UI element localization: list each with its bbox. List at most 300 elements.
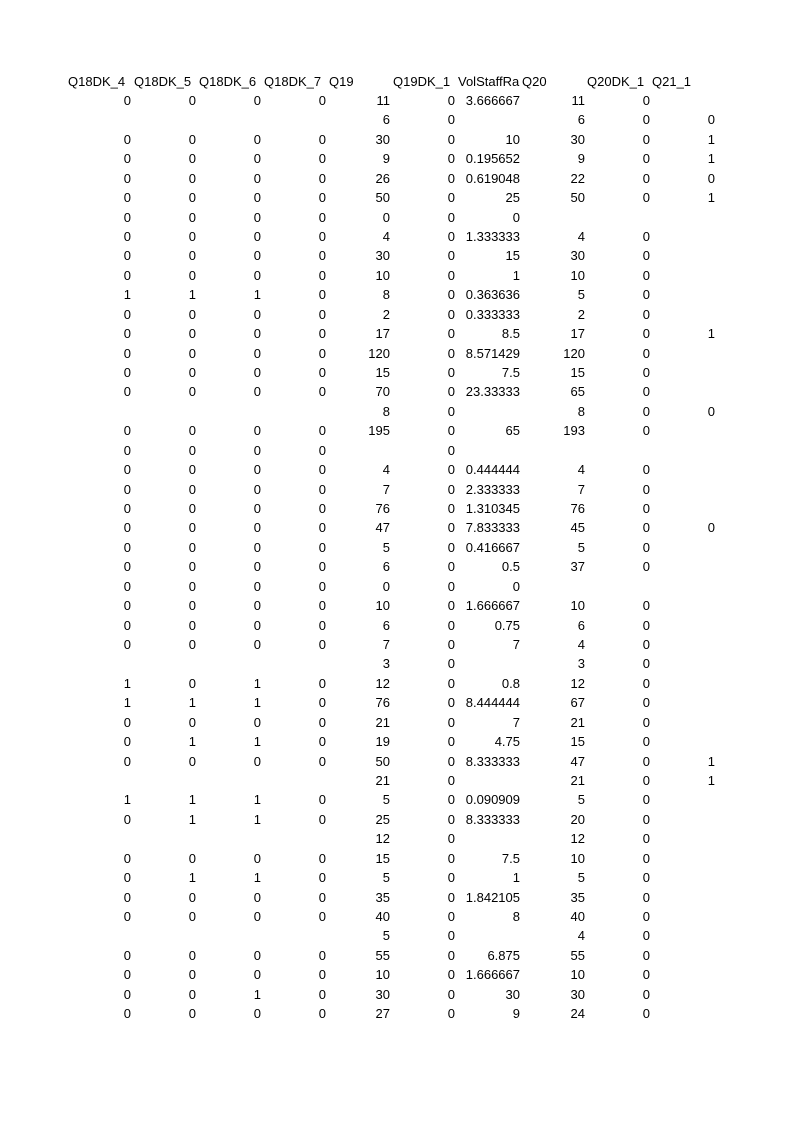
cell-q21-1 bbox=[645, 480, 715, 500]
cell-q20: 21 bbox=[570, 773, 585, 788]
cell-q18dk-6: 0 bbox=[253, 171, 261, 186]
cell-q20dk-1: 0 bbox=[642, 248, 650, 263]
cell-q18dk-4: 0 bbox=[123, 423, 131, 438]
cell-q18dk-6: 0 bbox=[253, 190, 261, 205]
cell-q18dk-6: 0 bbox=[253, 365, 261, 380]
cell-q18dk-4: 0 bbox=[123, 754, 131, 769]
cell-q21-1 bbox=[645, 635, 715, 655]
cell-q20dk-1: 0 bbox=[642, 618, 650, 633]
cell-q18dk-6: 0 bbox=[253, 715, 261, 730]
cell-q20dk-1: 0 bbox=[642, 384, 650, 399]
cell-q18dk-5: 0 bbox=[188, 559, 196, 574]
cell-q18dk-4: 0 bbox=[123, 190, 131, 205]
cell-q19: 5 bbox=[382, 928, 390, 943]
cell-q19dk-1: 0 bbox=[447, 967, 455, 982]
cell-volstaffratio: 7.5 bbox=[501, 851, 520, 866]
cell-q18dk-6: 0 bbox=[253, 501, 261, 516]
cell-q18dk-4: 0 bbox=[123, 890, 131, 905]
cell-q19: 9 bbox=[382, 151, 390, 166]
cell-q20: 65 bbox=[570, 384, 585, 399]
cell-q21-1 bbox=[645, 285, 715, 305]
cell-q20: 12 bbox=[570, 676, 585, 691]
cell-volstaffratio: 8.333333 bbox=[465, 812, 520, 827]
cell-volstaffratio: 65 bbox=[505, 423, 520, 438]
cell-volstaffratio: 10 bbox=[505, 132, 520, 147]
cell-q18dk-7: 0 bbox=[318, 870, 326, 885]
cell-q18dk-4: 0 bbox=[123, 443, 131, 458]
cell-q21-1 bbox=[645, 868, 715, 888]
cell-q20: 55 bbox=[570, 948, 585, 963]
cell-q19dk-1: 0 bbox=[447, 190, 455, 205]
header-q20: Q20 bbox=[522, 74, 547, 89]
cell-q19dk-1: 0 bbox=[447, 365, 455, 380]
cell-q19dk-1: 0 bbox=[447, 287, 455, 302]
cell-q20: 22 bbox=[570, 171, 585, 186]
cell-q21-1 bbox=[645, 907, 715, 927]
cell-q18dk-7: 0 bbox=[318, 987, 326, 1002]
cell-q18dk-4: 0 bbox=[123, 812, 131, 827]
cell-q18dk-4 bbox=[61, 402, 131, 422]
cell-q18dk-4: 0 bbox=[123, 307, 131, 322]
cell-q18dk-4 bbox=[61, 926, 131, 946]
cell-q20: 47 bbox=[570, 754, 585, 769]
cell-q18dk-7: 0 bbox=[318, 540, 326, 555]
cell-volstaffratio bbox=[450, 110, 520, 130]
cell-q18dk-4: 0 bbox=[123, 967, 131, 982]
cell-q19: 47 bbox=[375, 520, 390, 535]
cell-q19dk-1: 0 bbox=[447, 443, 455, 458]
cell-q19dk-1: 0 bbox=[447, 715, 455, 730]
cell-q18dk-4: 0 bbox=[123, 579, 131, 594]
cell-q20dk-1: 0 bbox=[642, 404, 650, 419]
cell-q19dk-1: 0 bbox=[447, 423, 455, 438]
cell-q20: 35 bbox=[570, 890, 585, 905]
cell-q18dk-6 bbox=[191, 829, 261, 849]
cell-q18dk-6: 1 bbox=[253, 676, 261, 691]
cell-q19dk-1: 0 bbox=[447, 1006, 455, 1021]
cell-q18dk-4: 0 bbox=[123, 909, 131, 924]
cell-q21-1 bbox=[645, 266, 715, 286]
cell-volstaffratio: 1.310345 bbox=[465, 501, 520, 516]
cell-q19: 25 bbox=[375, 812, 390, 827]
cell-q18dk-7: 0 bbox=[318, 695, 326, 710]
cell-q20: 3 bbox=[577, 656, 585, 671]
cell-q21-1: 0 bbox=[707, 520, 715, 535]
cell-q18dk-4: 0 bbox=[123, 987, 131, 1002]
cell-q20dk-1: 0 bbox=[642, 928, 650, 943]
cell-q18dk-4: 1 bbox=[123, 695, 131, 710]
cell-q19dk-1: 0 bbox=[447, 987, 455, 1002]
cell-volstaffratio: 1.842105 bbox=[465, 890, 520, 905]
cell-q18dk-5: 0 bbox=[188, 268, 196, 283]
cell-q18dk-6: 0 bbox=[253, 346, 261, 361]
cell-q19: 0 bbox=[382, 210, 390, 225]
cell-q21-1 bbox=[645, 91, 715, 111]
cell-q18dk-7: 0 bbox=[318, 579, 326, 594]
cell-q18dk-7: 0 bbox=[318, 268, 326, 283]
cell-q18dk-7: 0 bbox=[318, 287, 326, 302]
cell-q18dk-5: 0 bbox=[188, 132, 196, 147]
cell-q18dk-7: 0 bbox=[318, 462, 326, 477]
cell-q18dk-6 bbox=[191, 654, 261, 674]
cell-q19dk-1: 0 bbox=[447, 404, 455, 419]
cell-q20: 17 bbox=[570, 326, 585, 341]
cell-q18dk-6: 0 bbox=[253, 210, 261, 225]
cell-q18dk-5: 0 bbox=[188, 909, 196, 924]
cell-q19: 5 bbox=[382, 792, 390, 807]
cell-q18dk-4: 0 bbox=[123, 365, 131, 380]
cell-q19dk-1: 0 bbox=[447, 637, 455, 652]
cell-q20: 5 bbox=[577, 540, 585, 555]
cell-q18dk-7: 0 bbox=[318, 482, 326, 497]
cell-q19: 6 bbox=[382, 559, 390, 574]
cell-q18dk-7 bbox=[256, 926, 326, 946]
cell-q18dk-7 bbox=[256, 110, 326, 130]
cell-q18dk-5: 0 bbox=[188, 1006, 196, 1021]
cell-q18dk-7: 0 bbox=[318, 326, 326, 341]
cell-q20: 4 bbox=[577, 928, 585, 943]
cell-q20dk-1: 0 bbox=[642, 734, 650, 749]
cell-q18dk-4: 0 bbox=[123, 851, 131, 866]
cell-volstaffratio: 15 bbox=[505, 248, 520, 263]
cell-q20: 4 bbox=[577, 462, 585, 477]
cell-q19dk-1: 0 bbox=[447, 734, 455, 749]
cell-q18dk-7: 0 bbox=[318, 229, 326, 244]
cell-q19: 55 bbox=[375, 948, 390, 963]
cell-q20 bbox=[515, 441, 585, 461]
cell-volstaffratio: 8.571429 bbox=[465, 346, 520, 361]
cell-q21-1 bbox=[645, 810, 715, 830]
cell-q21-1 bbox=[645, 713, 715, 733]
cell-q18dk-7: 0 bbox=[318, 443, 326, 458]
cell-q18dk-4 bbox=[61, 771, 131, 791]
cell-q18dk-5 bbox=[126, 771, 196, 791]
cell-q20dk-1: 0 bbox=[642, 676, 650, 691]
cell-q18dk-7 bbox=[256, 402, 326, 422]
cell-q18dk-6: 0 bbox=[253, 851, 261, 866]
cell-q18dk-6: 0 bbox=[253, 754, 261, 769]
cell-volstaffratio: 0.8 bbox=[501, 676, 520, 691]
cell-q19dk-1: 0 bbox=[447, 540, 455, 555]
cell-q18dk-6: 1 bbox=[253, 812, 261, 827]
cell-q18dk-4 bbox=[61, 110, 131, 130]
cell-q21-1: 1 bbox=[707, 326, 715, 341]
cell-q20: 10 bbox=[570, 598, 585, 613]
cell-volstaffratio: 0.5 bbox=[501, 559, 520, 574]
cell-volstaffratio: 7 bbox=[512, 715, 520, 730]
cell-q18dk-7: 0 bbox=[318, 967, 326, 982]
cell-q19: 50 bbox=[375, 754, 390, 769]
header-q18dk-4: Q18DK_4 bbox=[68, 74, 126, 89]
cell-q19: 15 bbox=[375, 365, 390, 380]
cell-q18dk-4: 0 bbox=[123, 870, 131, 885]
cell-q19: 6 bbox=[382, 618, 390, 633]
cell-volstaffratio: 0 bbox=[512, 210, 520, 225]
cell-q20: 30 bbox=[570, 132, 585, 147]
cell-q20: 4 bbox=[577, 229, 585, 244]
cell-q20: 45 bbox=[570, 520, 585, 535]
cell-q19: 27 bbox=[375, 1006, 390, 1021]
cell-q18dk-5: 0 bbox=[188, 346, 196, 361]
cell-volstaffratio: 1.333333 bbox=[465, 229, 520, 244]
cell-q18dk-5: 0 bbox=[188, 171, 196, 186]
cell-q18dk-7: 0 bbox=[318, 598, 326, 613]
cell-q18dk-6: 0 bbox=[253, 890, 261, 905]
cell-q21-1 bbox=[645, 674, 715, 694]
cell-q19dk-1: 0 bbox=[447, 346, 455, 361]
cell-q19dk-1: 0 bbox=[447, 268, 455, 283]
cell-q20: 2 bbox=[577, 307, 585, 322]
cell-q18dk-7: 0 bbox=[318, 210, 326, 225]
cell-q19: 120 bbox=[368, 346, 390, 361]
cell-q18dk-4: 1 bbox=[123, 676, 131, 691]
cell-q18dk-5: 0 bbox=[188, 618, 196, 633]
cell-q21-1 bbox=[645, 421, 715, 441]
cell-q19: 70 bbox=[375, 384, 390, 399]
cell-q18dk-6: 1 bbox=[253, 987, 261, 1002]
cell-q20dk-1: 0 bbox=[642, 987, 650, 1002]
cell-q18dk-6: 0 bbox=[253, 462, 261, 477]
cell-q18dk-7: 0 bbox=[318, 734, 326, 749]
cell-q20dk-1: 0 bbox=[642, 423, 650, 438]
cell-q18dk-6: 0 bbox=[253, 559, 261, 574]
cell-q20: 7 bbox=[577, 482, 585, 497]
cell-q20dk-1: 0 bbox=[642, 346, 650, 361]
cell-q18dk-5 bbox=[126, 110, 196, 130]
cell-q20dk-1 bbox=[580, 577, 650, 597]
cell-q18dk-5: 0 bbox=[188, 754, 196, 769]
cell-q18dk-7: 0 bbox=[318, 171, 326, 186]
header-q18dk-5: Q18DK_5 bbox=[134, 74, 192, 89]
cell-volstaffratio: 25 bbox=[505, 190, 520, 205]
cell-q21-1 bbox=[645, 557, 715, 577]
cell-q18dk-5: 1 bbox=[188, 812, 196, 827]
cell-q20: 8 bbox=[577, 404, 585, 419]
cell-q18dk-6: 1 bbox=[253, 792, 261, 807]
cell-q18dk-4: 1 bbox=[123, 792, 131, 807]
cell-q20dk-1 bbox=[580, 441, 650, 461]
cell-q18dk-5: 0 bbox=[188, 210, 196, 225]
cell-q20: 10 bbox=[570, 967, 585, 982]
cell-q18dk-5: 1 bbox=[188, 734, 196, 749]
cell-volstaffratio bbox=[450, 402, 520, 422]
cell-q18dk-7: 0 bbox=[318, 151, 326, 166]
cell-q20dk-1: 0 bbox=[642, 909, 650, 924]
cell-q20: 15 bbox=[570, 734, 585, 749]
cell-q20: 12 bbox=[570, 831, 585, 846]
cell-q18dk-4: 0 bbox=[123, 618, 131, 633]
cell-q18dk-6 bbox=[191, 926, 261, 946]
cell-q21-1 bbox=[645, 790, 715, 810]
cell-q21-1 bbox=[645, 441, 715, 461]
cell-q20dk-1: 0 bbox=[642, 656, 650, 671]
cell-q18dk-5: 0 bbox=[188, 579, 196, 594]
cell-q18dk-5: 1 bbox=[188, 792, 196, 807]
cell-q19: 40 bbox=[375, 909, 390, 924]
cell-q19: 2 bbox=[382, 307, 390, 322]
cell-q18dk-5: 0 bbox=[188, 190, 196, 205]
cell-q20dk-1: 0 bbox=[642, 229, 650, 244]
cell-volstaffratio: 0.416667 bbox=[465, 540, 520, 555]
cell-volstaffratio: 9 bbox=[512, 1006, 520, 1021]
cell-q20dk-1: 0 bbox=[642, 773, 650, 788]
cell-q18dk-5: 0 bbox=[188, 326, 196, 341]
cell-q19dk-1: 0 bbox=[447, 520, 455, 535]
cell-q18dk-4: 0 bbox=[123, 132, 131, 147]
cell-q18dk-4: 0 bbox=[123, 210, 131, 225]
cell-q18dk-6: 0 bbox=[253, 384, 261, 399]
cell-q19: 76 bbox=[375, 695, 390, 710]
cell-q18dk-6: 0 bbox=[253, 443, 261, 458]
cell-q20dk-1: 0 bbox=[642, 93, 650, 108]
cell-q18dk-4: 0 bbox=[123, 637, 131, 652]
cell-q19: 26 bbox=[375, 171, 390, 186]
cell-q20dk-1: 0 bbox=[642, 171, 650, 186]
cell-volstaffratio: 3.666667 bbox=[465, 93, 520, 108]
cell-volstaffratio: 30 bbox=[505, 987, 520, 1002]
cell-q18dk-6 bbox=[191, 402, 261, 422]
header-q21-1: Q21_1 bbox=[652, 74, 692, 89]
cell-q20dk-1: 0 bbox=[642, 812, 650, 827]
cell-q21-1: 1 bbox=[707, 190, 715, 205]
cell-q18dk-7: 0 bbox=[318, 93, 326, 108]
cell-q19dk-1: 0 bbox=[447, 948, 455, 963]
cell-q21-1 bbox=[645, 305, 715, 325]
cell-q19: 17 bbox=[375, 326, 390, 341]
cell-volstaffratio: 0.333333 bbox=[465, 307, 520, 322]
cell-volstaffratio: 0 bbox=[512, 579, 520, 594]
cell-q18dk-7: 0 bbox=[318, 909, 326, 924]
cell-q18dk-4: 0 bbox=[123, 559, 131, 574]
cell-q18dk-4: 0 bbox=[123, 384, 131, 399]
cell-q18dk-4: 0 bbox=[123, 482, 131, 497]
cell-q19dk-1: 0 bbox=[447, 928, 455, 943]
cell-q18dk-4: 0 bbox=[123, 540, 131, 555]
cell-q18dk-6: 0 bbox=[253, 637, 261, 652]
cell-q20: 5 bbox=[577, 792, 585, 807]
cell-q18dk-5: 0 bbox=[188, 248, 196, 263]
cell-q18dk-7: 0 bbox=[318, 559, 326, 574]
cell-q19dk-1: 0 bbox=[447, 93, 455, 108]
cell-q18dk-6: 0 bbox=[253, 618, 261, 633]
cell-q19: 10 bbox=[375, 598, 390, 613]
cell-q18dk-4 bbox=[61, 829, 131, 849]
cell-q19: 21 bbox=[375, 773, 390, 788]
cell-q19dk-1: 0 bbox=[447, 695, 455, 710]
cell-q18dk-5: 0 bbox=[188, 151, 196, 166]
cell-q19: 0 bbox=[382, 579, 390, 594]
cell-q20: 10 bbox=[570, 268, 585, 283]
cell-q18dk-5: 1 bbox=[188, 287, 196, 302]
cell-q18dk-5 bbox=[126, 829, 196, 849]
cell-q19dk-1: 0 bbox=[447, 384, 455, 399]
cell-q21-1 bbox=[645, 538, 715, 558]
cell-q18dk-6: 0 bbox=[253, 93, 261, 108]
cell-q21-1: 1 bbox=[707, 773, 715, 788]
cell-q18dk-6: 0 bbox=[253, 540, 261, 555]
cell-q21-1 bbox=[645, 829, 715, 849]
cell-q18dk-5: 0 bbox=[188, 676, 196, 691]
cell-q19: 10 bbox=[375, 268, 390, 283]
cell-q18dk-5: 0 bbox=[188, 307, 196, 322]
cell-q19dk-1: 0 bbox=[447, 248, 455, 263]
cell-q20dk-1: 0 bbox=[642, 948, 650, 963]
cell-q21-1 bbox=[645, 363, 715, 383]
cell-q18dk-7: 0 bbox=[318, 618, 326, 633]
cell-q18dk-7 bbox=[256, 654, 326, 674]
cell-volstaffratio bbox=[450, 654, 520, 674]
cell-q19dk-1: 0 bbox=[447, 112, 455, 127]
cell-q20 bbox=[515, 208, 585, 228]
cell-q18dk-4: 0 bbox=[123, 462, 131, 477]
cell-q18dk-4: 0 bbox=[123, 598, 131, 613]
header-q20dk-1: Q20DK_1 bbox=[587, 74, 645, 89]
cell-q20dk-1: 0 bbox=[642, 754, 650, 769]
cell-q18dk-6: 0 bbox=[253, 268, 261, 283]
cell-volstaffratio: 0.444444 bbox=[465, 462, 520, 477]
cell-q20: 40 bbox=[570, 909, 585, 924]
cell-q20dk-1: 0 bbox=[642, 287, 650, 302]
cell-q19: 30 bbox=[375, 132, 390, 147]
cell-q20dk-1: 0 bbox=[642, 501, 650, 516]
cell-q20 bbox=[515, 577, 585, 597]
cell-q18dk-7: 0 bbox=[318, 365, 326, 380]
cell-q20dk-1: 0 bbox=[642, 598, 650, 613]
cell-q18dk-7: 0 bbox=[318, 501, 326, 516]
cell-q18dk-5: 0 bbox=[188, 365, 196, 380]
cell-q19: 5 bbox=[382, 870, 390, 885]
cell-q19dk-1: 0 bbox=[447, 909, 455, 924]
cell-q19dk-1: 0 bbox=[447, 132, 455, 147]
cell-q20: 6 bbox=[577, 112, 585, 127]
cell-q18dk-5: 0 bbox=[188, 443, 196, 458]
cell-volstaffratio: 7.5 bbox=[501, 365, 520, 380]
cell-q21-1 bbox=[645, 732, 715, 752]
cell-q20dk-1: 0 bbox=[642, 637, 650, 652]
cell-q18dk-5: 0 bbox=[188, 520, 196, 535]
cell-q18dk-5: 0 bbox=[188, 948, 196, 963]
cell-q19: 7 bbox=[382, 637, 390, 652]
cell-q20dk-1: 0 bbox=[642, 870, 650, 885]
cell-q21-1 bbox=[645, 946, 715, 966]
cell-volstaffratio: 7.833333 bbox=[465, 520, 520, 535]
cell-q21-1 bbox=[645, 965, 715, 985]
cell-q18dk-6: 1 bbox=[253, 734, 261, 749]
cell-q19dk-1: 0 bbox=[447, 618, 455, 633]
cell-q20dk-1: 0 bbox=[642, 151, 650, 166]
cell-q19: 30 bbox=[375, 987, 390, 1002]
cell-q19dk-1: 0 bbox=[447, 171, 455, 186]
header-q18dk-6: Q18DK_6 bbox=[199, 74, 257, 89]
cell-q18dk-7: 0 bbox=[318, 812, 326, 827]
cell-q18dk-6 bbox=[191, 110, 261, 130]
cell-q21-1 bbox=[645, 596, 715, 616]
cell-q18dk-5: 0 bbox=[188, 987, 196, 1002]
cell-q18dk-7: 0 bbox=[318, 346, 326, 361]
cell-q21-1: 1 bbox=[707, 754, 715, 769]
cell-q19: 3 bbox=[382, 656, 390, 671]
cell-q20: 15 bbox=[570, 365, 585, 380]
cell-q20dk-1: 0 bbox=[642, 715, 650, 730]
cell-q18dk-7: 0 bbox=[318, 423, 326, 438]
cell-q20: 21 bbox=[570, 715, 585, 730]
cell-q18dk-5: 0 bbox=[188, 637, 196, 652]
cell-q19dk-1: 0 bbox=[447, 151, 455, 166]
cell-q18dk-4: 0 bbox=[123, 268, 131, 283]
cell-q18dk-5: 0 bbox=[188, 482, 196, 497]
cell-q18dk-5: 0 bbox=[188, 598, 196, 613]
cell-q20: 120 bbox=[563, 346, 585, 361]
